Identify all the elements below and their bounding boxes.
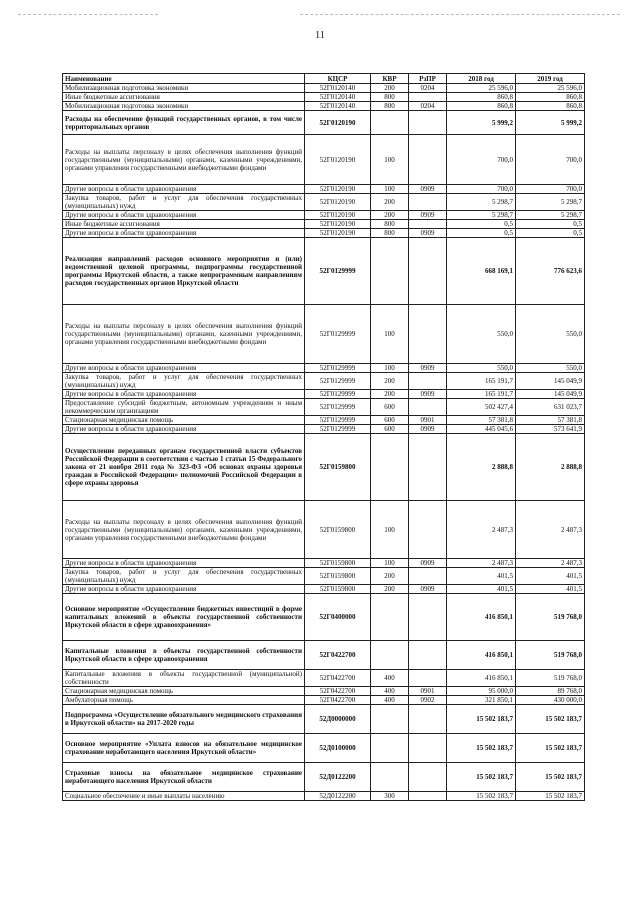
cell-2019: 89 768,0: [516, 687, 585, 696]
cell-2018: 165 191,7: [447, 390, 516, 399]
header-2019: 2019 год: [516, 74, 585, 84]
table-header-row: [63, 74, 585, 84]
cell-2018: 15 502 183,7: [447, 792, 516, 801]
cell-kvr: [371, 763, 409, 792]
cell-rzpr: 0909: [409, 559, 447, 568]
header-kvr: КВР: [371, 74, 409, 84]
cell-2019: 15 502 183,7: [516, 734, 585, 763]
cell-2018: 0,5: [447, 229, 516, 238]
cell-2018: 95 000,0: [447, 687, 516, 696]
cell-name: Мобилизационная подготовка экономики: [63, 84, 305, 93]
cell-2019: 700,0: [516, 135, 585, 185]
table-row: [63, 585, 585, 594]
cell-rzpr: [409, 238, 447, 305]
cell-rzpr: [409, 734, 447, 763]
budget-table: [62, 73, 585, 801]
cell-2019: 5 298,7: [516, 211, 585, 220]
cell-2018: 860,8: [447, 102, 516, 111]
cell-name: Осуществление переданных органам государственной власти субъектов Российской Федерации в соответствии с частью 1 статьи 15 Федерального закона от 21 ноября 2011 года № 323-ФЗ «Об основах охраны здоровья граждан в Российской Федерации» полномочий Российской Федерации в сфере охраны здоровья: [63, 434, 305, 501]
cell-name: Закупка товаров, работ и услуг для обеспечения государственных (муниципальных) нужд: [63, 568, 305, 585]
cell-rzpr: 0909: [409, 364, 447, 373]
cell-name: Иные бюджетные ассигнования: [63, 220, 305, 229]
table-row: [63, 559, 585, 568]
cell-name: Страховые взносы на обязательное медицинское страхование неработающего населения Иркутской области: [63, 763, 305, 792]
cell-2018: 2 487,3: [447, 559, 516, 568]
table-row: [63, 670, 585, 687]
cell-2019: 145 049,9: [516, 390, 585, 399]
cell-2018: 416 850,1: [447, 594, 516, 641]
table-row: [63, 373, 585, 390]
cell-kcsr: 52Г0120140: [305, 84, 371, 93]
cell-name: Стационарная медицинская помощь: [63, 687, 305, 696]
cell-2019: 2 487,3: [516, 501, 585, 559]
cell-2018: 15 502 183,7: [447, 734, 516, 763]
cell-rzpr: 0909: [409, 229, 447, 238]
cell-kcsr: 52Г0120190: [305, 194, 371, 211]
cell-name: Другие вопросы в области здравоохранения: [63, 559, 305, 568]
cell-name: Расходы на выплаты персоналу в целях обеспечения выполнения функций государственными (муниципальными) органами, казенными учреждениями, органами управления государственными внебюджетными фондами: [63, 501, 305, 559]
cell-2018: 57 381,8: [447, 416, 516, 425]
cell-kcsr: 52Г0129999: [305, 305, 371, 364]
cell-kvr: 100: [371, 135, 409, 185]
cell-name: Закупка товаров, работ и услуг для обеспечения государственных (муниципальных) нужд: [63, 373, 305, 390]
cell-2018: 700,0: [447, 185, 516, 194]
table-row: [63, 687, 585, 696]
table-row: [63, 399, 585, 416]
cell-2018: 25 596,0: [447, 84, 516, 93]
cell-kvr: 200: [371, 84, 409, 93]
cell-2018: 550,0: [447, 364, 516, 373]
cell-kcsr: 52Д0100000: [305, 734, 371, 763]
table-row: [63, 238, 585, 305]
scan-artifact-right: [300, 14, 620, 15]
header-2018: 2018 год: [447, 74, 516, 84]
table-row: [63, 220, 585, 229]
cell-kvr: 200: [371, 585, 409, 594]
table-row: [63, 102, 585, 111]
cell-rzpr: 0909: [409, 390, 447, 399]
header-name: Наименование: [63, 74, 305, 84]
cell-name: Другие вопросы в области здравоохранения: [63, 185, 305, 194]
cell-kvr: 600: [371, 425, 409, 434]
cell-kcsr: 52Д0000000: [305, 705, 371, 734]
cell-kcsr: 52Г0400000: [305, 594, 371, 641]
cell-2019: 519 768,0: [516, 670, 585, 687]
cell-kcsr: 52Г0159800: [305, 434, 371, 501]
cell-2019: 401,5: [516, 585, 585, 594]
cell-kcsr: 52Д0122200: [305, 792, 371, 801]
table-row: [63, 390, 585, 399]
table-row: [63, 111, 585, 135]
header-rzpr: РзПР: [409, 74, 447, 84]
header-kcsr: КЦСР: [305, 74, 371, 84]
cell-kvr: 300: [371, 792, 409, 801]
cell-2018: 5 298,7: [447, 211, 516, 220]
table-body: [63, 84, 585, 801]
cell-kcsr: 52Г0422700: [305, 687, 371, 696]
cell-kcsr: 52Г0422700: [305, 670, 371, 687]
cell-2018: 2 487,3: [447, 501, 516, 559]
cell-name: Амбулаторная помощь: [63, 696, 305, 705]
cell-2019: 550,0: [516, 305, 585, 364]
cell-2019: 15 502 183,7: [516, 792, 585, 801]
cell-2019: 2 487,3: [516, 559, 585, 568]
cell-rzpr: [409, 93, 447, 102]
cell-kcsr: 52Г0422700: [305, 641, 371, 670]
cell-2018: 2 888,8: [447, 434, 516, 501]
cell-2019: 550,0: [516, 364, 585, 373]
table-row: [63, 568, 585, 585]
cell-name: Реализация направлений расходов основного мероприятия и (или) ведомственной целевой программы, подпрограммы государственной программы Иркутской области, а также непрограммным направлениям расходов государственных органов Иркутской области: [63, 238, 305, 305]
cell-kvr: 100: [371, 559, 409, 568]
cell-rzpr: 0909: [409, 185, 447, 194]
cell-kcsr: 52Г0129999: [305, 416, 371, 425]
cell-2018: 860,8: [447, 93, 516, 102]
cell-rzpr: 0909: [409, 425, 447, 434]
cell-2019: 57 381,8: [516, 416, 585, 425]
table-row: [63, 434, 585, 501]
cell-kvr: [371, 641, 409, 670]
table-row: [63, 84, 585, 93]
cell-name: Другие вопросы в области здравоохранения: [63, 585, 305, 594]
cell-kvr: 400: [371, 696, 409, 705]
table-row: [63, 185, 585, 194]
cell-2019: 700,0: [516, 185, 585, 194]
cell-2019: 573 641,9: [516, 425, 585, 434]
table-row: [63, 194, 585, 211]
cell-rzpr: [409, 373, 447, 390]
cell-kcsr: 52Г0159800: [305, 585, 371, 594]
table-row: [63, 305, 585, 364]
cell-2019: 5 298,7: [516, 194, 585, 211]
cell-name: Другие вопросы в области здравоохранения: [63, 211, 305, 220]
cell-name: Расходы на выплаты персоналу в целях обеспечения выполнения функций государственными (муниципальными) органами, казенными учреждениями, органами управления государственными внебюджетными фондами: [63, 305, 305, 364]
cell-kcsr: 52Г0129999: [305, 390, 371, 399]
cell-name: Другие вопросы в области здравоохранения: [63, 425, 305, 434]
table-row: [63, 641, 585, 670]
cell-2019: 0,5: [516, 220, 585, 229]
cell-kcsr: 52Г0159800: [305, 568, 371, 585]
cell-kvr: 400: [371, 670, 409, 687]
cell-kvr: [371, 111, 409, 135]
cell-rzpr: [409, 111, 447, 135]
cell-2019: 776 623,6: [516, 238, 585, 305]
cell-name: Другие вопросы в области здравоохранения: [63, 229, 305, 238]
cell-2018: 416 850,1: [447, 641, 516, 670]
cell-kvr: 200: [371, 211, 409, 220]
cell-kcsr: 52Г0120190: [305, 185, 371, 194]
cell-rzpr: [409, 670, 447, 687]
cell-kcsr: 52Г0129999: [305, 238, 371, 305]
cell-rzpr: 0909: [409, 211, 447, 220]
cell-kvr: 200: [371, 568, 409, 585]
cell-2019: 2 888,8: [516, 434, 585, 501]
cell-kvr: 600: [371, 416, 409, 425]
cell-rzpr: [409, 434, 447, 501]
cell-name: Основное мероприятие «Осуществление бюджетных инвестиций в форме капитальных вложений в объекты государственной собственности Иркутской области в сфере здравоохранения»: [63, 594, 305, 641]
cell-2019: 145 049,9: [516, 373, 585, 390]
cell-2019: 25 596,0: [516, 84, 585, 93]
cell-2018: 700,0: [447, 135, 516, 185]
cell-name: Капитальные вложения в объекты государственной (муниципальной) собственности: [63, 670, 305, 687]
cell-kcsr: 52Г0120190: [305, 220, 371, 229]
cell-2018: 15 502 183,7: [447, 705, 516, 734]
cell-kvr: 100: [371, 305, 409, 364]
cell-2018: 668 169,1: [447, 238, 516, 305]
cell-kvr: [371, 238, 409, 305]
cell-name: Иные бюджетные ассигнования: [63, 93, 305, 102]
cell-rzpr: [409, 399, 447, 416]
cell-kvr: 800: [371, 220, 409, 229]
table-row: [63, 594, 585, 641]
cell-2019: 519 768,0: [516, 594, 585, 641]
cell-name: Предоставление субсидий бюджетным, автономным учреждениям и иным некоммерческим организациям: [63, 399, 305, 416]
cell-name: Другие вопросы в области здравоохранения: [63, 390, 305, 399]
cell-kcsr: 52Г0129999: [305, 399, 371, 416]
scan-artifact-left: [18, 14, 158, 15]
cell-name: Другие вопросы в области здравоохранения: [63, 364, 305, 373]
cell-rzpr: 0204: [409, 102, 447, 111]
cell-2019: 0,5: [516, 229, 585, 238]
table-row: [63, 792, 585, 801]
cell-kvr: 100: [371, 501, 409, 559]
cell-2018: 416 850,1: [447, 670, 516, 687]
cell-kvr: 100: [371, 185, 409, 194]
table-row: [63, 763, 585, 792]
cell-rzpr: [409, 594, 447, 641]
cell-2018: 15 502 183,7: [447, 763, 516, 792]
cell-2018: 502 427,4: [447, 399, 516, 416]
cell-kcsr: 52Г0159800: [305, 559, 371, 568]
cell-rzpr: [409, 641, 447, 670]
cell-rzpr: [409, 305, 447, 364]
cell-2018: 321 850,1: [447, 696, 516, 705]
cell-name: Основное мероприятие «Уплата взносов на обязательное медицинское страхование неработающего населения Иркутской области»: [63, 734, 305, 763]
cell-2018: 0,5: [447, 220, 516, 229]
cell-2019: 860,8: [516, 93, 585, 102]
cell-name: Закупка товаров, работ и услуг для обеспечения государственных (муниципальных) нужд: [63, 194, 305, 211]
cell-rzpr: 0902: [409, 696, 447, 705]
cell-rzpr: 0901: [409, 416, 447, 425]
cell-kvr: 200: [371, 373, 409, 390]
cell-2018: 550,0: [447, 305, 516, 364]
cell-kcsr: 52Г0129999: [305, 425, 371, 434]
cell-kvr: 800: [371, 229, 409, 238]
cell-name: Расходы на выплаты персоналу в целях обеспечения выполнения функций государственными (муниципальными) органами, казенными учреждениями, органами управления государственными внебюджетными фондами: [63, 135, 305, 185]
cell-rzpr: 0901: [409, 687, 447, 696]
cell-2019: 631 023,7: [516, 399, 585, 416]
cell-2019: 519 768,0: [516, 641, 585, 670]
cell-kvr: 200: [371, 194, 409, 211]
cell-name: Стационарная медицинская помощь: [63, 416, 305, 425]
cell-kcsr: 52Г0129999: [305, 373, 371, 390]
cell-kvr: [371, 594, 409, 641]
table-row: [63, 364, 585, 373]
cell-2019: 15 502 183,7: [516, 763, 585, 792]
cell-kcsr: 52Г0120190: [305, 135, 371, 185]
cell-rzpr: 0204: [409, 84, 447, 93]
cell-2018: 165 191,7: [447, 373, 516, 390]
cell-kcsr: 52Г0120140: [305, 93, 371, 102]
table-row: [63, 734, 585, 763]
cell-rzpr: [409, 792, 447, 801]
cell-kvr: [371, 705, 409, 734]
cell-name: Подпрограмма «Осуществление обязательного медицинского страхования в Иркутской области» на 2017-2020 годы: [63, 705, 305, 734]
cell-kvr: [371, 734, 409, 763]
cell-kvr: 800: [371, 93, 409, 102]
cell-kcsr: 52Г0120190: [305, 211, 371, 220]
cell-name: Мобилизационная подготовка экономики: [63, 102, 305, 111]
cell-kcsr: 52Д0122200: [305, 763, 371, 792]
table-row: [63, 501, 585, 559]
cell-rzpr: [409, 220, 447, 229]
cell-kvr: 200: [371, 390, 409, 399]
cell-2019: 5 999,2: [516, 111, 585, 135]
cell-rzpr: [409, 705, 447, 734]
cell-2018: 445 045,6: [447, 425, 516, 434]
cell-rzpr: 0909: [409, 585, 447, 594]
cell-kcsr: 52Г0120190: [305, 229, 371, 238]
page-number: 11: [315, 30, 325, 41]
cell-kcsr: 52Г0120190: [305, 111, 371, 135]
cell-rzpr: [409, 568, 447, 585]
table-row: [63, 696, 585, 705]
cell-rzpr: [409, 194, 447, 211]
cell-kvr: 100: [371, 364, 409, 373]
cell-kvr: 400: [371, 687, 409, 696]
cell-name: Расходы на обеспечение функций государственных органов, в том числе территориальных органов: [63, 111, 305, 135]
cell-rzpr: [409, 135, 447, 185]
cell-2018: 5 999,2: [447, 111, 516, 135]
cell-2019: 860,8: [516, 102, 585, 111]
table-row: [63, 211, 585, 220]
table-row: [63, 425, 585, 434]
table-row: [63, 416, 585, 425]
cell-name: Капитальные вложения в объекты государственной собственности Иркутской области в сфере здравоохранения: [63, 641, 305, 670]
cell-kvr: 600: [371, 399, 409, 416]
cell-kvr: [371, 434, 409, 501]
cell-2018: 401,5: [447, 568, 516, 585]
cell-kcsr: 52Г0129999: [305, 364, 371, 373]
cell-2019: 15 502 183,7: [516, 705, 585, 734]
cell-kcsr: 52Г0159800: [305, 501, 371, 559]
cell-2018: 5 298,7: [447, 194, 516, 211]
cell-kvr: 800: [371, 102, 409, 111]
cell-2019: 430 000,0: [516, 696, 585, 705]
cell-name: Социальное обеспечение и иные выплаты населению: [63, 792, 305, 801]
table-row: [63, 135, 585, 185]
cell-2019: 401,5: [516, 568, 585, 585]
cell-kcsr: 52Г0120140: [305, 102, 371, 111]
cell-rzpr: [409, 501, 447, 559]
table-row: [63, 705, 585, 734]
cell-2018: 401,5: [447, 585, 516, 594]
table-row: [63, 229, 585, 238]
table-row: [63, 93, 585, 102]
cell-kcsr: 52Г0422700: [305, 696, 371, 705]
cell-rzpr: [409, 763, 447, 792]
